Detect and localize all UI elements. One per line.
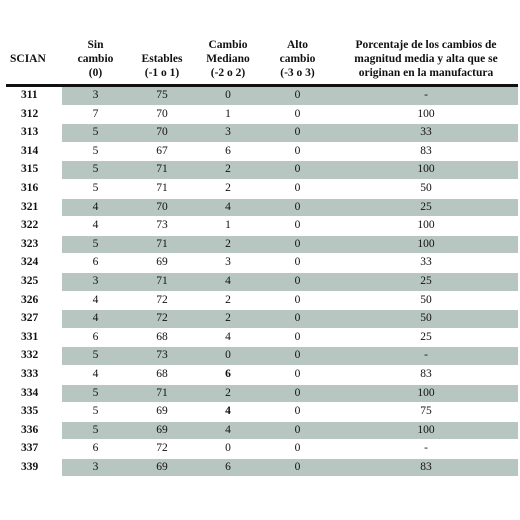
cell-porcentaje: 100 xyxy=(334,217,518,236)
cell-cambio-mediano: 1 xyxy=(195,217,261,236)
header-line: cambio xyxy=(77,53,114,65)
header-line: Porcentaje de los cambios de xyxy=(355,39,497,51)
cell-cambio-mediano: 3 xyxy=(195,124,261,143)
cell-sin-cambio: 3 xyxy=(62,272,129,291)
header-line: Sin xyxy=(87,39,104,51)
cell-alto-cambio: 0 xyxy=(261,272,334,291)
cell-estables: 72 xyxy=(129,310,195,329)
cell-sin-cambio: 5 xyxy=(62,421,129,440)
cell-porcentaje: 50 xyxy=(334,291,518,310)
cell-scian: 313 xyxy=(6,124,62,143)
cell-porcentaje: 50 xyxy=(334,179,518,198)
cell-porcentaje: - xyxy=(334,86,518,106)
cell-estables: 69 xyxy=(129,458,195,477)
cell-porcentaje: 100 xyxy=(334,105,518,124)
cell-cambio-mediano: 0 xyxy=(195,440,261,459)
cell-scian: 335 xyxy=(6,403,62,422)
cell-estables: 70 xyxy=(129,105,195,124)
cell-sin-cambio: 5 xyxy=(62,124,129,143)
cell-estables: 72 xyxy=(129,291,195,310)
cell-alto-cambio: 0 xyxy=(261,235,334,254)
cell-alto-cambio: 0 xyxy=(261,254,334,273)
table-row xyxy=(6,347,518,366)
cell-estables: 69 xyxy=(129,254,195,273)
cell-alto-cambio: 0 xyxy=(261,403,334,422)
cell-estables: 68 xyxy=(129,328,195,347)
cell-cambio-mediano: 2 xyxy=(195,179,261,198)
header-line: SCIAN xyxy=(10,53,46,65)
cell-scian: 312 xyxy=(6,105,62,124)
header-sin-cambio xyxy=(62,38,129,86)
cell-scian: 334 xyxy=(6,384,62,403)
cell-sin-cambio: 4 xyxy=(62,310,129,329)
cell-cambio-mediano: 2 xyxy=(195,291,261,310)
cell-sin-cambio: 6 xyxy=(62,440,129,459)
header-line: cambio xyxy=(279,53,316,65)
cell-alto-cambio: 0 xyxy=(261,86,334,106)
cell-scian: 326 xyxy=(6,291,62,310)
table-row xyxy=(6,310,518,329)
cell-cambio-mediano: 2 xyxy=(195,161,261,180)
cell-sin-cambio: 5 xyxy=(62,347,129,366)
header-line: Cambio xyxy=(208,39,248,51)
cell-cambio-mediano: 6 xyxy=(195,142,261,161)
header-alto-cambio xyxy=(261,38,334,86)
cell-scian: 314 xyxy=(6,142,62,161)
cell-scian: 316 xyxy=(6,179,62,198)
cell-alto-cambio: 0 xyxy=(261,291,334,310)
cell-estables: 71 xyxy=(129,179,195,198)
cell-alto-cambio: 0 xyxy=(261,124,334,143)
header-line: Estables xyxy=(141,53,183,65)
cell-sin-cambio: 5 xyxy=(62,403,129,422)
cell-sin-cambio: 5 xyxy=(62,235,129,254)
cell-sin-cambio: 7 xyxy=(62,105,129,124)
header-scian xyxy=(6,38,62,86)
cell-cambio-mediano: 0 xyxy=(195,86,261,106)
cell-alto-cambio: 0 xyxy=(261,458,334,477)
cell-estables: 69 xyxy=(129,403,195,422)
table-row xyxy=(6,235,518,254)
cell-scian: 322 xyxy=(6,217,62,236)
cell-cambio-mediano: 4 xyxy=(195,198,261,217)
cell-porcentaje: 25 xyxy=(334,198,518,217)
cell-scian: 337 xyxy=(6,440,62,459)
cell-scian: 311 xyxy=(6,86,62,106)
cell-estables: 70 xyxy=(129,124,195,143)
cell-sin-cambio: 3 xyxy=(62,458,129,477)
cell-scian: 336 xyxy=(6,421,62,440)
cell-estables: 73 xyxy=(129,217,195,236)
cell-estables: 75 xyxy=(129,86,195,106)
table-row xyxy=(6,105,518,124)
cell-alto-cambio: 0 xyxy=(261,198,334,217)
table-body xyxy=(6,86,518,477)
cell-cambio-mediano: 4 xyxy=(195,272,261,291)
cell-cambio-mediano: 2 xyxy=(195,384,261,403)
cell-cambio-mediano: 4 xyxy=(195,328,261,347)
cell-porcentaje: - xyxy=(334,440,518,459)
header-row xyxy=(6,38,518,86)
header-porcentaje xyxy=(334,38,518,86)
cell-cambio-mediano: 2 xyxy=(195,235,261,254)
cell-porcentaje: 25 xyxy=(334,272,518,291)
cell-scian: 323 xyxy=(6,235,62,254)
cell-scian: 315 xyxy=(6,161,62,180)
cell-estables: 71 xyxy=(129,272,195,291)
table-row xyxy=(6,458,518,477)
cell-sin-cambio: 5 xyxy=(62,179,129,198)
table-row xyxy=(6,440,518,459)
cell-alto-cambio: 0 xyxy=(261,179,334,198)
cell-cambio-mediano: 6 xyxy=(195,458,261,477)
cell-scian: 332 xyxy=(6,347,62,366)
table-row xyxy=(6,161,518,180)
cell-cambio-mediano: 2 xyxy=(195,310,261,329)
cell-alto-cambio: 0 xyxy=(261,440,334,459)
table-row xyxy=(6,421,518,440)
cell-sin-cambio: 5 xyxy=(62,384,129,403)
table-row xyxy=(6,384,518,403)
cell-porcentaje: 83 xyxy=(334,458,518,477)
cell-alto-cambio: 0 xyxy=(261,384,334,403)
cell-scian: 331 xyxy=(6,328,62,347)
header-cambio-mediano xyxy=(195,38,261,86)
cell-cambio-mediano: 6 xyxy=(195,365,261,384)
cell-estables: 71 xyxy=(129,384,195,403)
header-line: originan en la manufactura xyxy=(358,67,494,79)
cell-sin-cambio: 4 xyxy=(62,365,129,384)
cell-cambio-mediano: 3 xyxy=(195,254,261,273)
cell-porcentaje: 100 xyxy=(334,161,518,180)
cell-scian: 327 xyxy=(6,310,62,329)
table-row xyxy=(6,291,518,310)
cell-porcentaje: 100 xyxy=(334,384,518,403)
cell-scian: 339 xyxy=(6,458,62,477)
cell-porcentaje: 33 xyxy=(334,124,518,143)
table-header xyxy=(6,38,518,86)
table-row xyxy=(6,403,518,422)
cell-sin-cambio: 5 xyxy=(62,142,129,161)
cell-cambio-mediano: 4 xyxy=(195,421,261,440)
cell-porcentaje: - xyxy=(334,347,518,366)
cell-porcentaje: 83 xyxy=(334,365,518,384)
cell-scian: 333 xyxy=(6,365,62,384)
cell-cambio-mediano: 4 xyxy=(195,403,261,422)
cell-alto-cambio: 0 xyxy=(261,328,334,347)
table-row xyxy=(6,328,518,347)
header-line: Alto xyxy=(286,39,309,51)
cell-alto-cambio: 0 xyxy=(261,310,334,329)
table-row xyxy=(6,217,518,236)
cell-sin-cambio: 4 xyxy=(62,291,129,310)
table-row xyxy=(6,254,518,273)
header-line: (-3 o 3) xyxy=(280,67,315,79)
cell-alto-cambio: 0 xyxy=(261,105,334,124)
table-row xyxy=(6,365,518,384)
cell-sin-cambio: 6 xyxy=(62,254,129,273)
cell-alto-cambio: 0 xyxy=(261,421,334,440)
table-row xyxy=(6,198,518,217)
cell-porcentaje: 83 xyxy=(334,142,518,161)
cell-scian: 325 xyxy=(6,272,62,291)
cell-alto-cambio: 0 xyxy=(261,142,334,161)
cell-estables: 71 xyxy=(129,235,195,254)
cell-alto-cambio: 0 xyxy=(261,347,334,366)
cell-scian: 321 xyxy=(6,198,62,217)
header-line: (-1 o 1) xyxy=(144,67,180,79)
cell-estables: 70 xyxy=(129,198,195,217)
table-row xyxy=(6,179,518,198)
cell-porcentaje: 25 xyxy=(334,328,518,347)
cell-estables: 69 xyxy=(129,421,195,440)
cell-porcentaje: 100 xyxy=(334,235,518,254)
cell-estables: 67 xyxy=(129,142,195,161)
cell-sin-cambio: 5 xyxy=(62,161,129,180)
cell-estables: 71 xyxy=(129,161,195,180)
cell-sin-cambio: 4 xyxy=(62,198,129,217)
cell-sin-cambio: 3 xyxy=(62,86,129,106)
cell-sin-cambio: 4 xyxy=(62,217,129,236)
cell-porcentaje: 75 xyxy=(334,403,518,422)
header-line: (0) xyxy=(88,67,103,79)
header-line: magnitud media y alta que se xyxy=(354,53,498,65)
cell-cambio-mediano: 1 xyxy=(195,105,261,124)
cell-porcentaje: 33 xyxy=(334,254,518,273)
cell-alto-cambio: 0 xyxy=(261,365,334,384)
header-line: Mediano xyxy=(206,53,250,65)
header-estables xyxy=(129,38,195,86)
cell-scian: 324 xyxy=(6,254,62,273)
table-row xyxy=(6,124,518,143)
header-line: (-2 o 2) xyxy=(210,67,246,79)
table-row xyxy=(6,272,518,291)
cell-porcentaje: 50 xyxy=(334,310,518,329)
table-row xyxy=(6,142,518,161)
table-row xyxy=(6,86,518,106)
scian-change-table xyxy=(6,38,518,477)
cell-alto-cambio: 0 xyxy=(261,217,334,236)
cell-estables: 68 xyxy=(129,365,195,384)
cell-porcentaje: 100 xyxy=(334,421,518,440)
cell-alto-cambio: 0 xyxy=(261,161,334,180)
cell-estables: 73 xyxy=(129,347,195,366)
cell-cambio-mediano: 0 xyxy=(195,347,261,366)
cell-estables: 72 xyxy=(129,440,195,459)
cell-sin-cambio: 6 xyxy=(62,328,129,347)
